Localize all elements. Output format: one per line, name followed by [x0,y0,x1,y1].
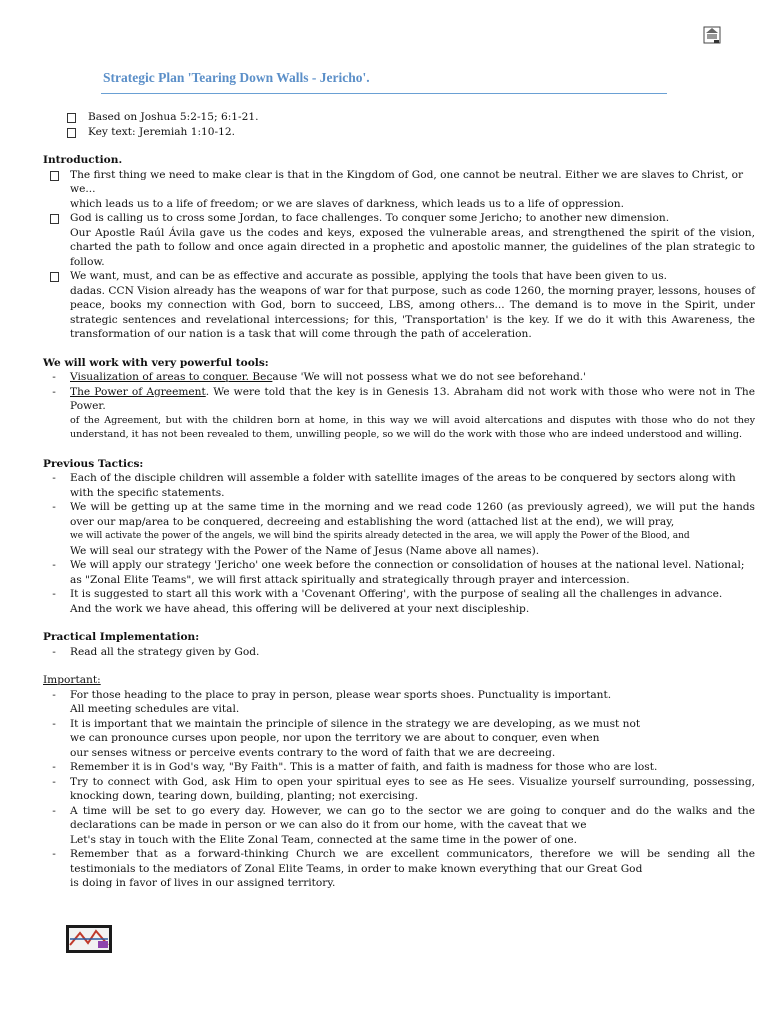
list-item: - Each of the disciple children will assemble a folder with satellite images of the areas to be conquered by sectors along with with the specific statements. [43,471,755,500]
dash-bullet: - [52,559,56,571]
dash-bullet: - [52,371,56,383]
list-item: - The Power of Agreement. We were told that the key is in Genesis 13. Abraham did not work with those who were not in The Power. of the Agreement, but with the children born at home, in this way we will avoid altercations and disputes with those who do not they understand, it has not been revealed to them, unwilling people, so we will do the work with those who are indeed understood and willing. [43,385,755,443]
checkbox-bullet-icon [47,168,61,186]
section-heading-implementation: Practical Implementation: [43,631,200,643]
list-item: God is calling us to cross some Jordan, to face challenges. To conquer some Jericho; to another new dimension. Our Apostle Raúl Ávila gave us the codes and keys, exposed the vulnerable areas, and strengthened the spirit of the vision, charted the path to follow and once again directed in a prophetic and apostolic manner, the guidelines of the plan strategic to follow. [43,211,755,269]
list-item: Based on Joshua 5:2-15; 6:1-21. [43,110,755,125]
section-heading-tactics: Previous Tactics: [43,457,144,470]
list-item: - It is suggested to start all this work with a 'Covenant Offering', with the purpose of sealing all the challenges in advance. And the work we have ahead, this offering will be delivered at your next discipleship. [43,587,755,616]
list-item: - Visualization of areas to conquer. Because 'We will not possess what we do not see beforehand.' [43,370,755,385]
dash-bullet: - [52,761,56,773]
list-item: - Remember it is in God's way, "By Faith". This is a matter of faith, and faith is madness for those who are lost. [43,760,755,775]
dash-bullet: - [52,688,56,701]
checkbox-bullet-icon [64,125,78,143]
dash-bullet: - [52,804,56,817]
list-item: Key text: Jeremiah 1:10-12. [43,125,755,140]
dash-bullet: - [52,717,56,730]
dash-bullet: - [52,645,56,658]
title-divider [101,93,667,94]
checkbox-bullet-icon [47,211,61,229]
list-item: - It is important that we maintain the principle of silence in the strategy we are developing, as we must not we can pronounce curses upon people, nor upon the territory we are about to conquer, even when our senses witness or perceive events contrary to the word of faith that we are decreeing. [43,717,755,761]
list-item: - A time will be set to go every day. However, we can go to the sector we are going to conquer and do the walks and the declarations can be made in person or we can also do it from our home, with the caveat that we Let's stay in touch with the Elite Zonal Team, connected at the same time in the power of one. [43,804,755,848]
footer-logo-icon [66,925,112,953]
document-body [43,110,755,891]
document-title: Strategic Plan 'Tearing Down Walls - Jericho'. [103,70,370,85]
list-item: - Try to connect with God, ask Him to open your spiritual eyes to see as He sees. Visualize yourself surrounding, possessing, knocking down, tearing down, building, planting; not exercising. [43,775,755,804]
list-item: The first thing we need to make clear is that in the Kingdom of God, one cannot be neutral. Either we are slaves to Christ, or we... which leads us to a life of freedom; or we are slaves of darkness, which leads us to a life of oppression. [43,168,755,212]
dash-bullet: - [52,501,56,513]
dash-bullet: - [52,775,56,788]
section-heading-important: Important: [43,674,101,686]
checkbox-bullet-icon [47,269,61,287]
church-logo-icon [701,24,723,46]
list-item: - Read all the strategy given by God. [43,645,755,660]
power-of-agreement-link[interactable]: The Power of Agreement [70,385,206,398]
list-item: - We will be getting up at the same time in the morning and we read code 1260 (as previously agreed), we will put the hands over our map/area to be conquered, decreeing and establishing the word (attached list at the end), we will pray, we will activate the power of the angels, we will bind the spirits already detected in the area, we will apply the Power of the Blood, and We will seal our strategy with the Power of the Name of Jesus (Name above all names). [43,500,755,558]
section-heading-introduction: Introduction. [43,154,123,166]
list-item: We want, must, and can be as effective and accurate as possible, applying the tools that have been given to us. dadas. CCN Vision already has the weapons of war for that purpose, such as code 1260, the morning prayer, lessons, houses of peace, books my connection with God, born to succeed, LBS, among others... The demand is to move in the Spirit, under strategic sentences and revelational intercessions; for this, 'Transportation' is the key. If we do it with this Awareness, the transformation of our nation is a task that will come through the path of acceleration. [43,269,755,342]
section-heading-tools: We will work with very powerful tools: [43,356,269,369]
list-item: - For those heading to the place to pray in person, please wear sports shoes. Punctuality is important. All meeting schedules are vital. [43,688,755,717]
list-item: - We will apply our strategy 'Jericho' one week before the connection or consolidation of houses at the national level. National; as "Zonal Elite Teams", we will first attack spiritually and strategically through prayer and intercession. [43,558,755,587]
dash-bullet: - [52,385,56,398]
visualization-link[interactable]: Visualization of areas to conquer. Bec [70,371,273,383]
dash-bullet: - [52,848,56,860]
dash-bullet: - [52,588,56,600]
dash-bullet: - [52,472,56,484]
list-item: - Remember that as a forward-thinking Church we are excellent communicators, therefore we will be sending all the testimonials to the mediators of Zonal Elite Teams, in order to make known everything that our Great God is doing in favor of lives in our assigned territory. [43,847,755,891]
